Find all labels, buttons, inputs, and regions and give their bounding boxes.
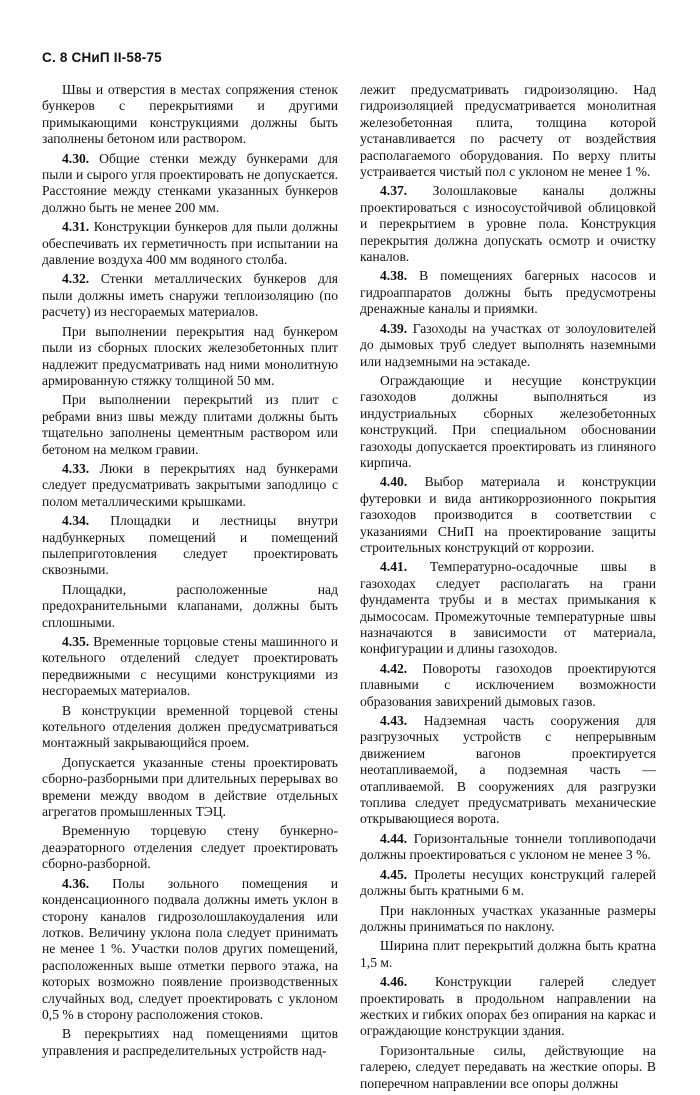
paragraph <box>42 582 338 631</box>
paragraph <box>360 974 656 1040</box>
paragraph <box>42 82 338 148</box>
paragraph <box>360 268 656 317</box>
paragraph-text: Повороты газоходов проектируются плавными с исключением возможности образования завихрений дымовых газов. <box>360 660 656 709</box>
paragraph <box>360 661 656 710</box>
clause-number: 4.36. <box>62 875 90 891</box>
paragraph <box>42 461 338 510</box>
paragraph-text: При наклонных участках указанные размеры должны приниматься по наклону. <box>360 902 656 934</box>
paragraph-text: Швы и отверстия в местах сопряжения стенок бункеров с перекрытиями и другими примыкающими конструкциями должны быть заполнены бетоном или раствором. <box>42 82 338 147</box>
clause-number: 4.40. <box>380 474 408 490</box>
paragraph-text: В перекрытиях над помещениями щитов управления и распределительных устройств над- <box>42 1026 338 1058</box>
paragraph-text: Газоходы на участках от золоуловителей до дымовых труб следует выполнять наземными или надземными на эстакаде. <box>360 320 656 369</box>
paragraph-text: При выполнении перекрытия над бункером пыли из сборных плоских железобетонных плит надлежит предусматривать над ними монолитную армированную стяжку толщиной 50 мм. <box>42 323 338 388</box>
clause-number: 4.45. <box>380 866 408 882</box>
paragraph-text: лежит предусматривать гидроизоляцию. Над гидроизоляцией предусматривается монолитная железобетонная плита, толщина которой устанавливается по расчету от воздействия располагаемого оборудования. По верху плиты устраивается чистый пол с уклоном не менее 1 %. <box>360 82 656 180</box>
clause-number: 4.43. <box>380 713 408 729</box>
paragraph <box>42 219 338 268</box>
paragraph-text: При выполнении перекрытий из плит с ребрами вниз швы между плитами должны быть тщательно заполнены цементным раствором или бетоном на мелком гравии. <box>42 392 338 457</box>
paragraph-text: Выбор материала и конструкции футеровки и вида антикоррозионного покрытия газоходов производится в соответствии с указаниями СНиП на проектирование защиты строительных конструкций от коррозии. <box>360 474 656 555</box>
paragraph <box>42 392 338 458</box>
paragraph-text: Горизонтальные силы, действующие на галерею, следует передавать на жесткие опоры. В поперечном направлении все опоры должны <box>360 1042 656 1091</box>
paragraph <box>360 82 656 180</box>
clause-number: 4.41. <box>380 559 408 575</box>
paragraph <box>360 938 656 971</box>
paragraph <box>360 321 656 370</box>
paragraph-text: Общие стенки между бункерами для пыли и сырого угля проектировать не допускается. Расстояние между стенками указанных бункеров должно быть не менее 200 мм. <box>42 150 338 215</box>
paragraph <box>42 703 338 752</box>
paragraph <box>42 823 338 872</box>
paragraph-text: Площадки, расположенные над предохранительными клапанами, должны быть сплошными. <box>42 581 338 630</box>
paragraph-text: Стенки металлических бункеров для пыли должны иметь снаружи теплоизоляцию (по расчету) из несгораемых материалов. <box>42 271 338 320</box>
paragraph-text: Люки в перекрытиях над бункерами следует предусматривать закрытыми заподлицо с полом металлическими крышками. <box>42 460 338 509</box>
clause-number: 4.39. <box>380 320 408 336</box>
paragraph <box>42 324 338 390</box>
clause-number: 4.30. <box>62 150 90 166</box>
paragraph-text: Полы зольного помещения и конденсационного подвала должны иметь уклон в сторону каналов гидрозолошлакоудаления или лотков. Величину уклона пола следует принимать не менее 1 %. Участки полов других помещений, расположенных выше отметки первого этажа, на которых возможно появление производственных случайных вод, следует проектировать с уклоном 0,5 % в сторону расположения стоков. <box>42 875 338 1022</box>
clause-number: 4.38. <box>380 268 408 284</box>
paragraph-text: В помещениях багерных насосов и гидроаппаратов должны быть предусмотрены дренажные каналы и приямки. <box>360 268 656 317</box>
clause-number: 4.32. <box>62 271 90 287</box>
paragraph <box>42 755 338 821</box>
paragraph-text: Временные торцовые стены машинного и котельного отделений следует проектировать передвижными с несущими конструкциями из несгораемых материалов. <box>42 634 338 699</box>
paragraph-text: Горизонтальные тоннели топливоподачи должны проектироваться с уклоном не менее 3 %. <box>360 830 656 863</box>
paragraph <box>360 559 656 657</box>
clause-number: 4.35. <box>62 634 90 649</box>
paragraph-text: Ограждающие и несущие конструкции газоходов должны выполняться из индустриальных сборных железобетонных конструкций. При специальном обосновании газоходы допускается проектировать из глиняного кирпича. <box>360 372 656 470</box>
paragraph <box>360 1043 656 1092</box>
paragraph-text: Допускается указанные стены проектировать сборно-разборными при длительных перерывах во времени между вводом в действие отдельных агрегатов промышленных ТЭЦ. <box>42 754 338 820</box>
page-header: С. 8 СНиП II-58-75 <box>42 50 162 65</box>
paragraph-text: Ширина плит перекрытий должна быть кратна 1,5 м. <box>360 938 656 970</box>
clause-number: 4.46. <box>380 974 408 990</box>
paragraph <box>360 867 656 900</box>
paragraph <box>360 903 656 936</box>
paragraph <box>42 876 338 1024</box>
paragraph <box>42 151 338 217</box>
text-column-left <box>42 82 338 1062</box>
paragraph <box>360 831 656 864</box>
paragraph-text: Временную торцевую стену бункерно-деаэраторного отделения следует проектировать сборно-разборной. <box>42 823 338 872</box>
paragraph <box>42 513 338 579</box>
paragraph <box>360 474 656 556</box>
paragraph <box>42 1026 338 1059</box>
paragraph <box>42 634 338 700</box>
paragraph-text: Площадки и лестницы внутри надбункерных помещений и помещений пылеприготовления следует проектировать сквозными. <box>42 513 338 578</box>
paragraph <box>360 373 656 471</box>
paragraph-text: Надземная часть сооружения для разгрузочных устройств с непрерывным движением вагонов проектируется неотапливаемой, а подземная часть — отапливаемой. В сооружениях для разгрузки топлива следует предусматривать механические открывающиеся ворота. <box>360 713 656 827</box>
paragraph <box>360 183 656 265</box>
paragraph <box>360 713 656 828</box>
paragraph-text: Конструкции бункеров для пыли должны обеспечивать их герметичность при испытании на давление воздуха 400 мм водяного столба. <box>42 219 338 268</box>
clause-number: 4.33. <box>62 460 90 476</box>
paragraph-text: Пролеты несущих конструкций галерей должны быть кратными 6 м. <box>360 866 656 899</box>
clause-number: 4.42. <box>380 660 408 676</box>
clause-number: 4.34. <box>62 513 90 529</box>
paragraph <box>42 271 338 320</box>
text-column-right <box>360 82 656 1095</box>
paragraph-text: Золошлаковые каналы должны проектироваться с износоустойчивой облицовкой и перекрытием в уровне пола. Конструкция перекрытия должна допускать осмотр и очистку каналов. <box>360 183 656 265</box>
paragraph-text: Температурно-осадочные швы в газоходах следует располагать на грани фундамента трубы и в местах примыкания к дымососам. Промежуточные температурные швы назначаются в зависимости от материала, конфигурации и длины газоходов. <box>360 559 656 657</box>
clause-number: 4.44. <box>380 830 408 846</box>
paragraph-text: Конструкции галерей следует проектировать в продольном направлении на жестких и гибких опорах без опирания на каркас и ограждающие конструкции здания. <box>360 974 656 1039</box>
clause-number: 4.31. <box>62 219 90 235</box>
paragraph-text: В конструкции временной торцевой стены котельного отделения должен предусматриваться монтажный закрывающийся проем. <box>42 702 338 751</box>
clause-number: 4.37. <box>380 183 408 199</box>
